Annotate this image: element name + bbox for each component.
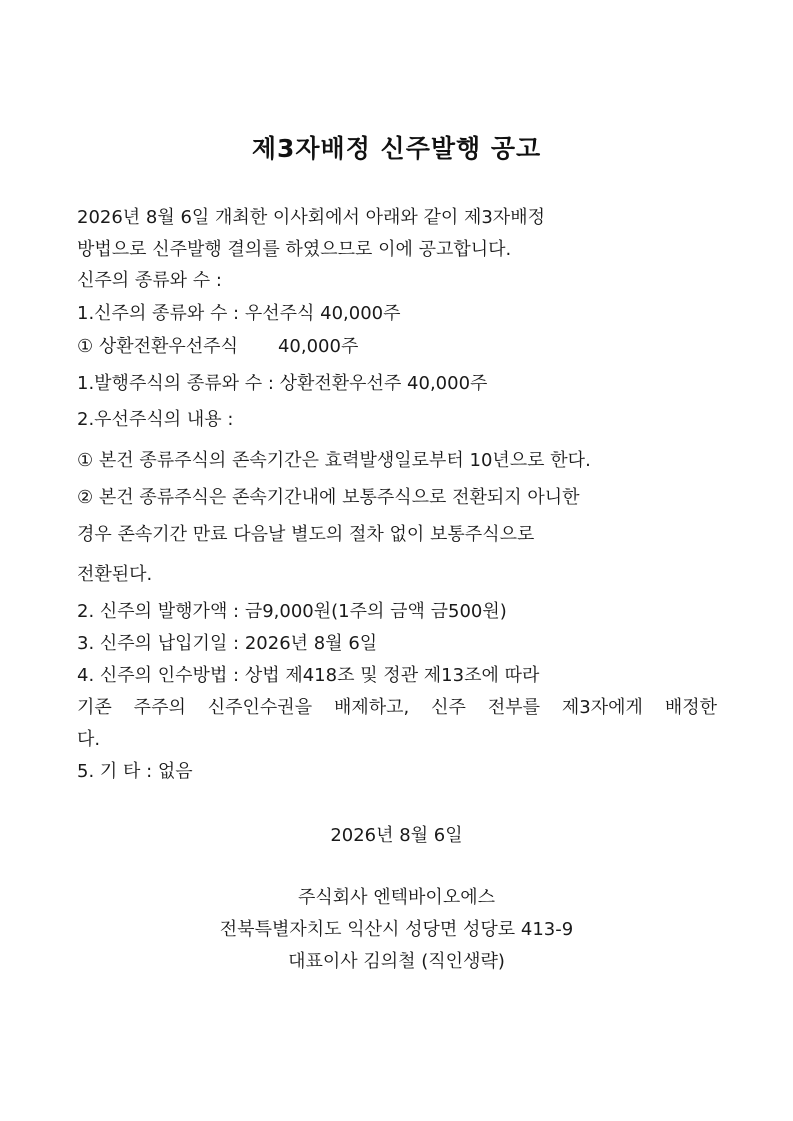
preferred-content-clause-2-line-3: 전환된다. — [77, 564, 153, 585]
footer-address: 전북특별자치도 익산시 성당면 성당로 413-9 — [219, 919, 574, 940]
item-issued-share-type: 1.발행주식의 종류와 수 : 상환전환우선주 40,000주 — [77, 373, 488, 394]
item-share-type-detail-qty: 40,000주 — [277, 336, 359, 357]
footer-company: 주식회사 엔텍바이오에스 — [298, 887, 495, 908]
item-issue-price: 2. 신주의 발행가액 : 금9,000원(1주의 금액 금500원) — [77, 601, 507, 622]
intro-line-1: 2026년 8월 6일 개최한 이사회에서 아래와 같이 제3자배정 — [77, 207, 545, 228]
footer-representative: 대표이사 김의철 (직인생략) — [288, 951, 505, 972]
preferred-content-clause-1: ① 본건 종류주식의 존속기간은 효력발생일로부터 10년으로 한다. — [77, 450, 591, 471]
item-subscription-method-line-1: 4. 신주의 인수방법 : 상법 제418조 및 정관 제13조에 따라 — [77, 665, 540, 686]
intro-line-2: 방법으로 신주발행 결의를 하였으므로 이에 공고합니다. — [77, 239, 512, 260]
item-subscription-method-line-2: 기존 주주의 신주인수권을 배제하고, 신주 전부를 제3자에게 배정한 — [77, 697, 717, 718]
page-title: 제3자배정 신주발행 공고 — [251, 134, 542, 163]
preferred-content-clause-2-line-2: 경우 존속기간 만료 다음날 별도의 절차 없이 보통주식으로 — [77, 524, 535, 545]
item-other: 5. 기 타 : 없음 — [77, 761, 193, 782]
section-preferred-content: 2.우선주식의 내용 : — [77, 409, 234, 430]
item-share-type-detail — [77, 335, 358, 359]
item-share-type-detail-name: ① 상환전환우선주식 — [77, 336, 238, 357]
item-subscription-method-line-3: 다. — [77, 729, 101, 750]
item-share-type: 1.신주의 종류와 수 : 우선주식 40,000주 — [77, 303, 401, 324]
footer-date: 2026년 8월 6일 — [330, 825, 463, 846]
preferred-content-clause-2-line-1: ② 본건 종류주식은 존속기간내에 보통주식으로 전환되지 아니한 — [77, 487, 580, 508]
section-heading-share-type: 신주의 종류와 수 : — [77, 270, 222, 291]
item-payment-date: 3. 신주의 납입기일 : 2026년 8월 6일 — [77, 633, 378, 654]
